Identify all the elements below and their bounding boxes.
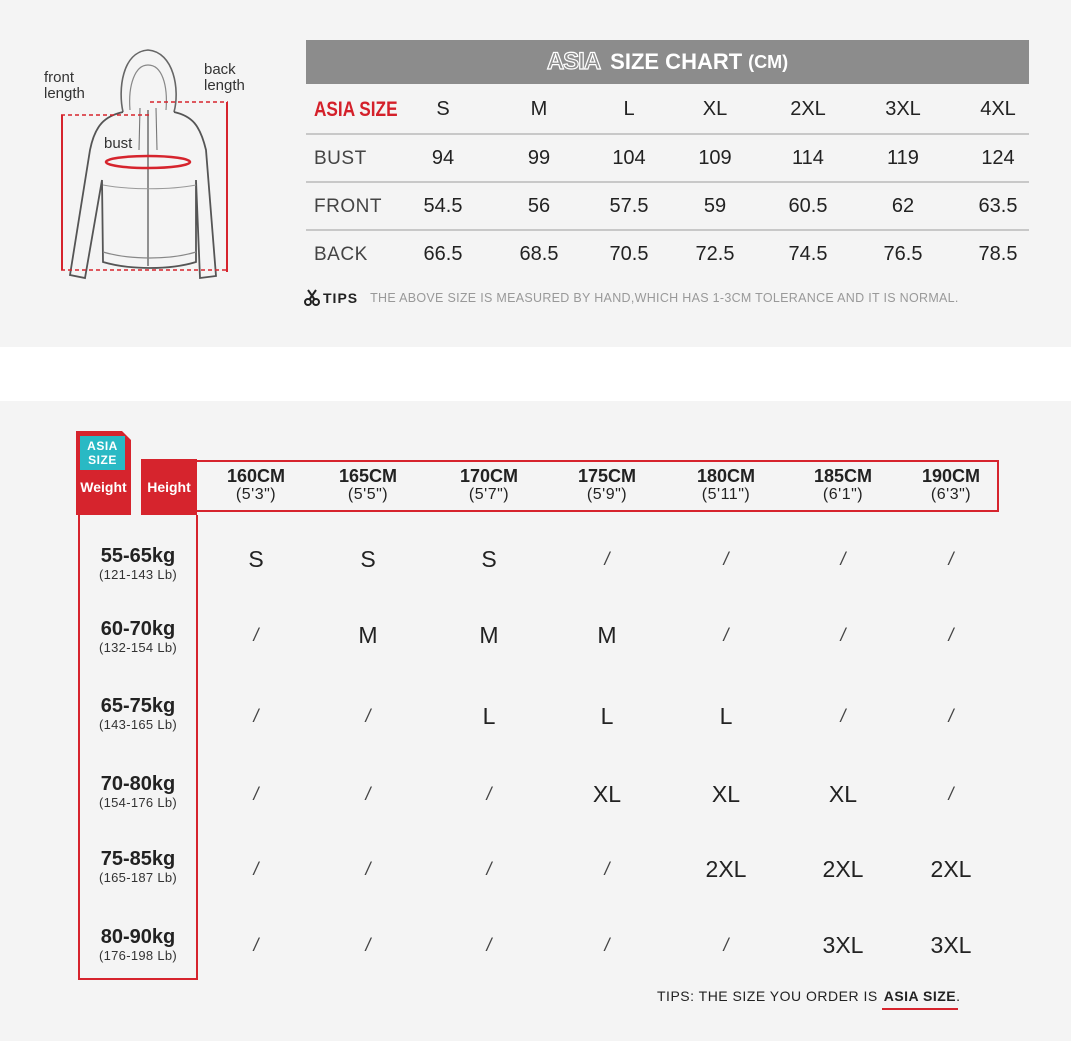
size-col-header: 3XL: [885, 98, 921, 120]
size-cell: /: [948, 706, 954, 726]
table-cell: 62: [891, 195, 915, 217]
weight-lb: (176-198 Lb): [98, 948, 178, 963]
size-cell: /: [365, 784, 371, 804]
weight-column-frame: [78, 515, 198, 980]
height-ft: (5'5"): [347, 486, 389, 503]
size-cell: 3XL: [822, 932, 864, 958]
asia-size-badge: [76, 431, 131, 515]
height-column-header: [896, 466, 1006, 504]
row-label: FRONT: [314, 196, 382, 217]
row-label: BACK: [314, 244, 368, 265]
table-cell: 70.5: [609, 243, 649, 265]
table-cell: 109: [698, 147, 732, 169]
height-ft: (5'7"): [468, 486, 510, 503]
bust-row: [306, 135, 1029, 182]
size-cell: 2XL: [705, 856, 747, 882]
weight-kg: 75-85kg: [100, 848, 176, 870]
size-cell: /: [253, 935, 259, 955]
size-cell: /: [365, 935, 371, 955]
height-cm: 165CM: [338, 466, 398, 486]
table-cell: 78.5: [978, 243, 1018, 265]
size-header-row: [306, 86, 1029, 133]
table-cell: 104: [612, 147, 646, 169]
height-cm: 160CM: [226, 466, 286, 486]
size-cell: /: [723, 625, 729, 645]
weight-row-label: [78, 618, 198, 655]
size-cell: /: [253, 706, 259, 726]
table-cell: 99: [527, 147, 551, 169]
tip-text: TIPS: THE SIZE YOU ORDER IS: [657, 988, 878, 1004]
size-cell: L: [482, 703, 496, 729]
size-col-header: XL: [702, 98, 728, 120]
back-row: [306, 231, 1029, 278]
height-ft: (6'3"): [930, 486, 972, 503]
scissors-icon: [304, 289, 320, 307]
tip-end: .: [956, 988, 961, 1004]
size-cell: /: [840, 625, 846, 645]
badge-notch: [122, 431, 132, 441]
measurement-tips: [304, 287, 959, 309]
size-cell: /: [253, 859, 259, 879]
weight-kg: 80-90kg: [100, 926, 176, 948]
table-cell: 72.5: [695, 243, 735, 265]
size-cell: M: [597, 622, 617, 648]
size-cell: M: [479, 622, 499, 648]
weight-row-label: [78, 848, 198, 885]
size-cell: XL: [828, 781, 858, 807]
table-cell: 114: [792, 147, 824, 169]
size-cell: /: [604, 859, 610, 879]
size-cell: S: [248, 546, 264, 572]
size-cell: /: [486, 935, 492, 955]
table-cell: 57.5: [609, 195, 649, 217]
size-cell: /: [723, 935, 729, 955]
table-cell: 63.5: [978, 195, 1018, 217]
table-cell: 60.5: [788, 195, 828, 217]
size-cell: /: [840, 549, 846, 569]
table-cell: 66.5: [423, 243, 463, 265]
size-cell: 3XL: [930, 932, 972, 958]
size-cell: /: [365, 706, 371, 726]
size-cell: /: [948, 549, 954, 569]
height-column-header: [671, 466, 781, 504]
size-col-header: S: [436, 98, 450, 120]
weight-lb: (143-165 Lb): [98, 717, 178, 732]
size-cell: XL: [711, 781, 741, 807]
tips-text: THE ABOVE SIZE IS MEASURED BY HAND,WHICH HAS 1-3CM TOLERANCE AND IT IS NORMAL.: [370, 291, 959, 305]
weight-kg: 70-80kg: [100, 773, 176, 795]
asia-size-row-label: ASIA SIZE: [314, 98, 398, 121]
tips-label: TIPS: [323, 290, 359, 306]
size-cell: L: [719, 703, 733, 729]
weight-label: Weight: [80, 479, 127, 495]
height-cm: 190CM: [921, 466, 981, 486]
height-cm: 180CM: [696, 466, 756, 486]
height-column-header: [552, 466, 662, 504]
size-cell: /: [253, 784, 259, 804]
row-label: BUST: [314, 148, 367, 169]
bust-label: bust: [104, 135, 133, 152]
size-cell: /: [840, 706, 846, 726]
table-cell: 94: [431, 147, 455, 169]
size-cell: /: [604, 549, 610, 569]
table-cell: 56: [527, 195, 551, 217]
weight-lb: (154-176 Lb): [98, 795, 178, 810]
table-cell: 76.5: [883, 243, 923, 265]
back-length-label: back length: [204, 61, 245, 94]
size-cell: L: [600, 703, 614, 729]
order-size-tip: [657, 988, 961, 1004]
size-chart-title: SIZE CHART: [610, 49, 743, 74]
height-ft: (6'1"): [822, 486, 864, 503]
size-cell: /: [365, 859, 371, 879]
height-cm: 175CM: [577, 466, 637, 486]
weight-kg: 60-70kg: [100, 618, 176, 640]
size-cell: XL: [592, 781, 622, 807]
table-cell: 124: [981, 147, 1015, 169]
height-ft: (5'11"): [701, 486, 751, 503]
size-col-header: 2XL: [790, 98, 826, 120]
weight-row-label: [78, 695, 198, 732]
size-col-header: L: [623, 98, 635, 120]
weight-row-label: [78, 773, 198, 810]
weight-row-label: [78, 926, 198, 963]
height-column-header: [313, 466, 423, 504]
height-column-header: [434, 466, 544, 504]
size-chart-header: [306, 40, 1029, 84]
table-cell: 59: [703, 195, 727, 217]
size-cell: 2XL: [822, 856, 864, 882]
weight-row-label: [78, 545, 198, 582]
size-col-header: 4XL: [980, 98, 1016, 120]
front-length-label: front length: [44, 69, 85, 102]
size-cell: /: [948, 784, 954, 804]
table-cell: 54.5: [423, 195, 463, 217]
weight-lb: (132-154 Lb): [98, 640, 178, 655]
size-cell: 2XL: [930, 856, 972, 882]
height-cm: 170CM: [459, 466, 519, 486]
asia-size-tag: ASIA SIZE: [80, 436, 125, 470]
weight-kg: 55-65kg: [100, 545, 176, 567]
height-ft: (5'9"): [586, 486, 628, 503]
front-row: [306, 183, 1029, 230]
size-cell: /: [948, 625, 954, 645]
size-cell: /: [486, 859, 492, 879]
table-cell: 119: [887, 147, 919, 169]
size-cell: /: [486, 784, 492, 804]
jacket-measurement-illustration: [40, 40, 270, 300]
size-cell: /: [604, 935, 610, 955]
size-cell: /: [723, 549, 729, 569]
size-cell: S: [360, 546, 376, 572]
tip-emphasis: ASIA SIZE: [883, 988, 957, 1004]
weight-lb: (121-143 Lb): [98, 567, 178, 582]
size-col-header: M: [530, 98, 548, 120]
weight-lb: (165-187 Lb): [98, 870, 178, 885]
height-label: Height: [141, 459, 197, 515]
height-cm: 185CM: [813, 466, 873, 486]
asia-logo: ASIA: [546, 48, 601, 75]
size-cell: S: [481, 546, 497, 572]
weight-kg: 65-75kg: [100, 695, 176, 717]
size-cell: /: [253, 625, 259, 645]
height-ft: (5'3"): [235, 486, 277, 503]
height-column-header: [201, 466, 311, 504]
size-chart-unit: (CM): [748, 51, 789, 72]
table-cell: 74.5: [788, 243, 828, 265]
table-cell: 68.5: [519, 243, 559, 265]
height-column-header: [788, 466, 898, 504]
size-cell: M: [358, 622, 378, 648]
